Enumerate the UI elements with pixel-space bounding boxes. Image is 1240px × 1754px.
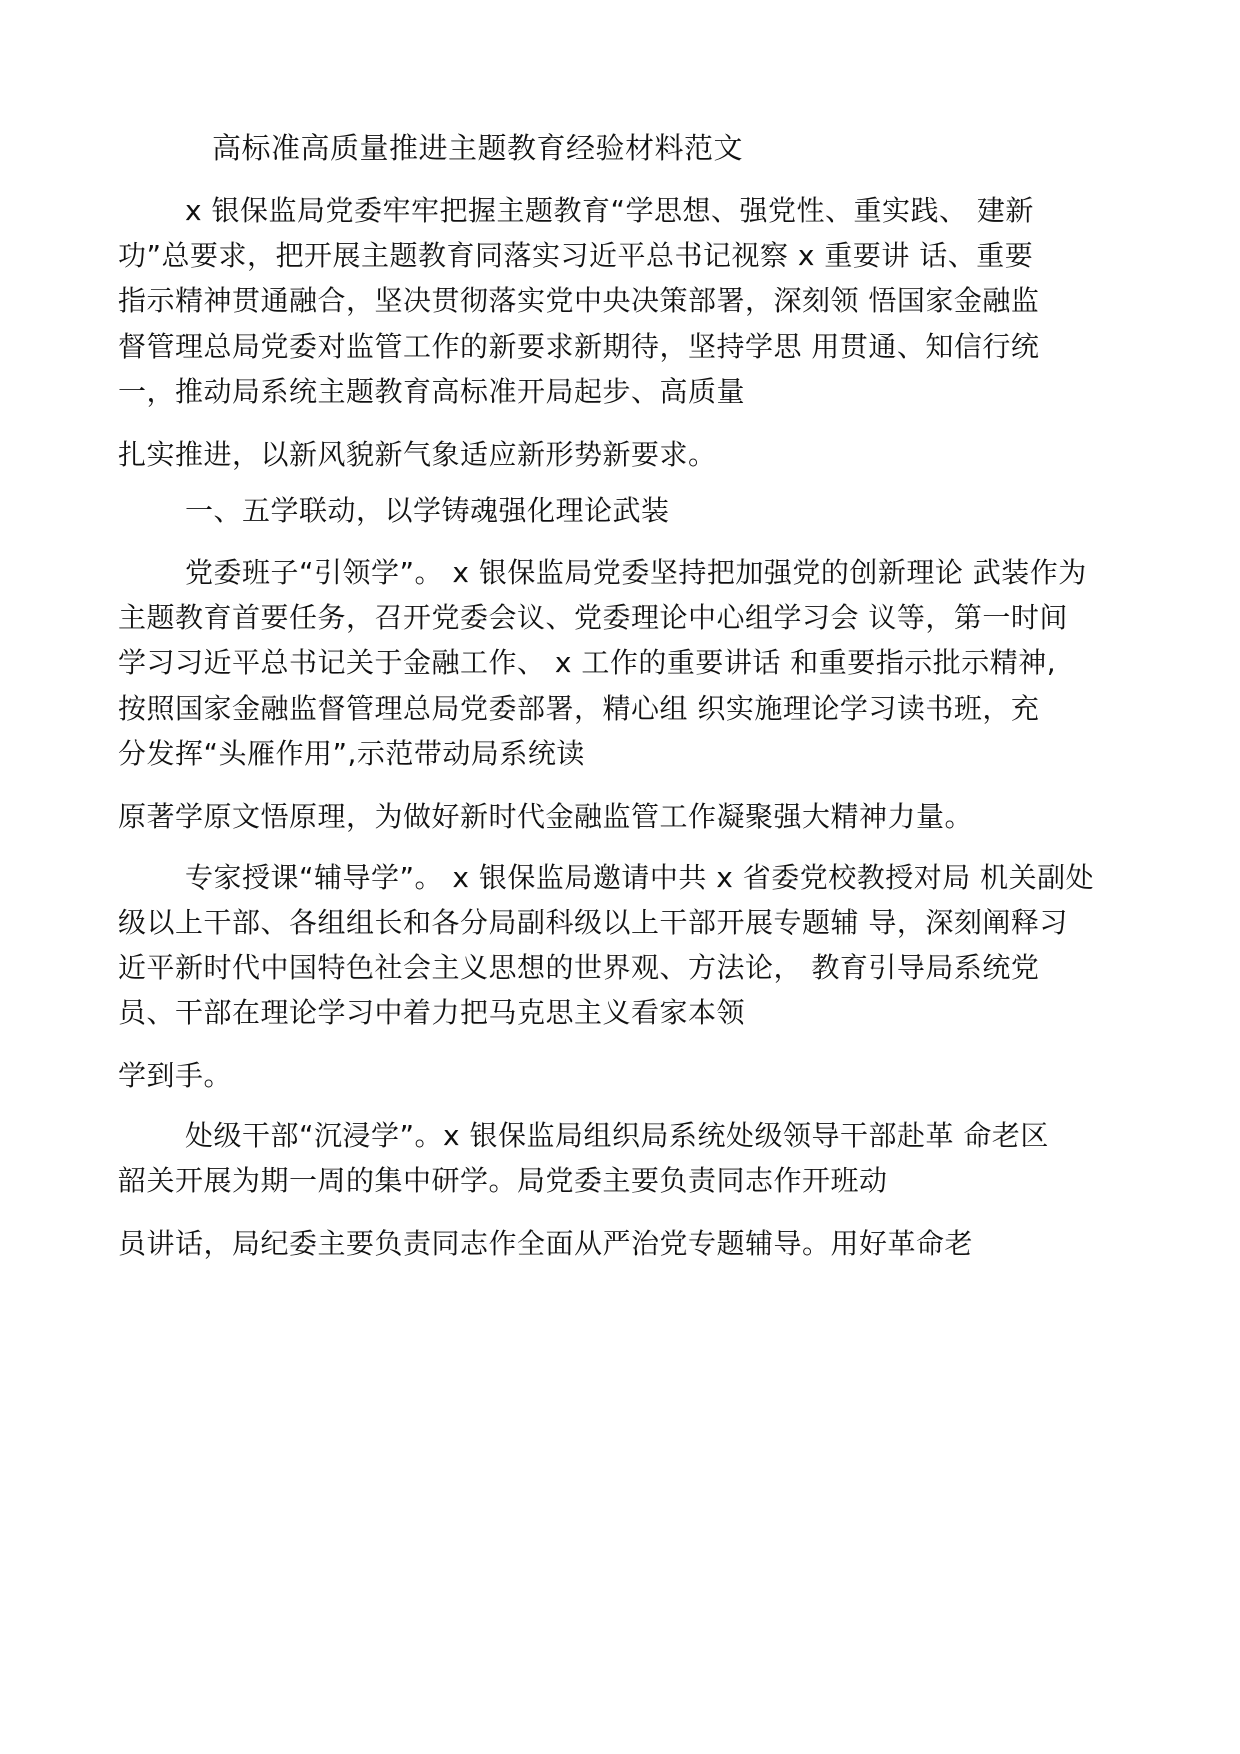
paragraph-line: 近平新时代中国特色社会主义思想的世界观、方法论， 教育引导局系统党 [118, 951, 1040, 984]
paragraph-line: 原著学原文悟原理，为做好新时代金融监管工作凝聚强大精神力量。 [118, 800, 974, 833]
paragraph-line: 功”总要求，把开展主题教育同落实习近平总书记视察 x 重要讲 话、重要 [118, 239, 1034, 272]
paragraph-line: 处级干部“沉浸学”。x 银保监局组织局系统处级领导干部赴革 命老区 [185, 1119, 1049, 1152]
paragraph-line: 督管理总局党委对监管工作的新要求新期待，坚持学思 用贯通、知信行统 [118, 330, 1040, 363]
paragraph-line: 扎实推进，以新风貌新气象适应新形势新要求。 [118, 438, 717, 471]
paragraph-line: 员、干部在理论学习中着力把马克思主义看家本领 [118, 996, 746, 1029]
section-heading: 一、五学联动，以学铸魂强化理论武装 [185, 494, 670, 527]
paragraph-line: 专家授课“辅导学”。 x 银保监局邀请中共 x 省委党校教授对局 机关副处 [185, 861, 1095, 894]
paragraph-line: 韶关开展为期一周的集中研学。局党委主要负责同志作开班动 [118, 1164, 888, 1197]
paragraph-line: 党委班子“引领学”。 x 银保监局党委坚持把加强党的创新理论 武装作为 [185, 556, 1087, 589]
document-title: 高标准高质量推进主题教育经验材料范文 [212, 131, 744, 165]
paragraph-line: 员讲话，局纪委主要负责同志作全面从严治党专题辅导。用好革命老 [118, 1227, 974, 1260]
paragraph-line: 一，推动局系统主题教育高标准开局起步、高质量 [118, 375, 746, 408]
paragraph-line: x 银保监局党委牢牢把握主题教育“学思想、强党性、重实践、 建新 [185, 194, 1034, 227]
paragraph-line: 学到手。 [118, 1059, 233, 1092]
paragraph-line: 级以上干部、各组组长和各分局副科级以上干部开展专题辅 导，深刻阐释习 [118, 906, 1068, 939]
paragraph-line: 学习习近平总书记关于金融工作、 x 工作的重要讲话 和重要指示批示精神, [118, 646, 1057, 679]
paragraph-line: 按照国家金融监督管理总局党委部署，精心组 织实施理论学习读书班，充 [118, 692, 1040, 725]
paragraph-line: 主题教育首要任务，召开党委会议、党委理论中心组学习会 议等，第一时间 [118, 601, 1068, 634]
paragraph-line: 指示精神贯通融合，坚决贯彻落实党中央决策部署，深刻领 悟国家金融监 [118, 284, 1040, 317]
paragraph-line: 分发挥“头雁作用”,示范带动局系统读 [118, 737, 585, 770]
